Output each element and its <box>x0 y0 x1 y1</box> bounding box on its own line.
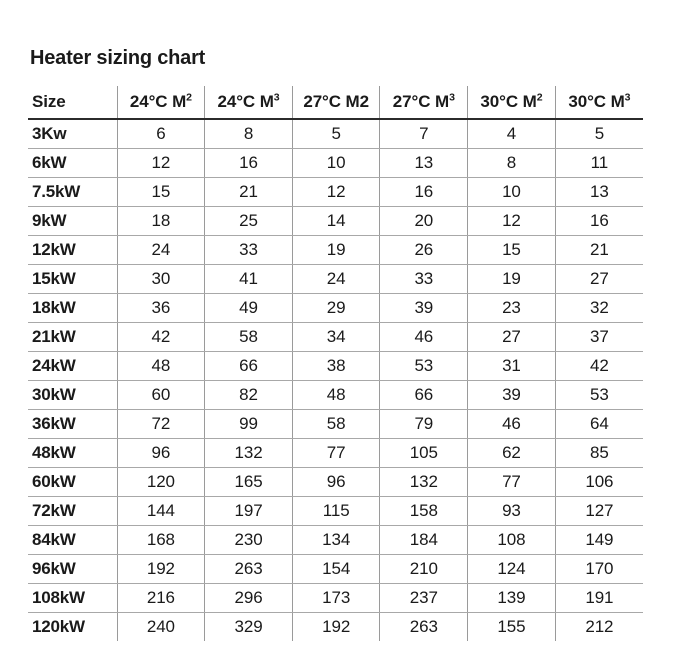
table-cell: 7 <box>380 119 468 149</box>
row-label-size: 120kW <box>28 613 117 642</box>
table-cell: 36 <box>117 294 205 323</box>
table-cell: 27 <box>555 265 643 294</box>
table-cell: 154 <box>292 555 380 584</box>
table-cell: 34 <box>292 323 380 352</box>
table-cell: 16 <box>205 149 293 178</box>
table-row <box>28 178 643 207</box>
table-cell: 33 <box>205 236 293 265</box>
table-container <box>28 86 643 641</box>
table-cell: 13 <box>380 149 468 178</box>
table-cell: 46 <box>380 323 468 352</box>
table-cell: 82 <box>205 381 293 410</box>
table-cell: 42 <box>117 323 205 352</box>
column-header-label: 24°C M <box>129 92 187 111</box>
table-cell: 11 <box>555 149 643 178</box>
table-cell: 72 <box>117 410 205 439</box>
table-cell: 106 <box>555 468 643 497</box>
table-row <box>28 468 643 497</box>
table-cell: 66 <box>380 381 468 410</box>
table-cell: 173 <box>292 584 380 613</box>
row-label-size: 84kW <box>28 526 117 555</box>
table-cell: 48 <box>292 381 380 410</box>
row-label-size: 36kW <box>28 410 117 439</box>
column-header-6 <box>555 86 643 119</box>
column-header-superscript: 2 <box>536 91 543 104</box>
table-row <box>28 294 643 323</box>
column-header-label: 27°C M2 <box>303 92 369 111</box>
row-label-size: 30kW <box>28 381 117 410</box>
header-row <box>28 86 643 119</box>
table-cell: 62 <box>468 439 556 468</box>
row-label-size: 9kW <box>28 207 117 236</box>
table-cell: 21 <box>205 178 293 207</box>
table-cell: 18 <box>117 207 205 236</box>
table-cell: 12 <box>292 178 380 207</box>
table-cell: 5 <box>555 119 643 149</box>
table-cell: 296 <box>205 584 293 613</box>
table-cell: 25 <box>205 207 293 236</box>
table-cell: 15 <box>117 178 205 207</box>
table-cell: 41 <box>205 265 293 294</box>
table-cell: 127 <box>555 497 643 526</box>
table-cell: 24 <box>117 236 205 265</box>
table-cell: 329 <box>205 613 293 642</box>
table-cell: 192 <box>292 613 380 642</box>
table-cell: 19 <box>292 236 380 265</box>
table-cell: 39 <box>468 381 556 410</box>
table-cell: 4 <box>468 119 556 149</box>
table-cell: 124 <box>468 555 556 584</box>
table-cell: 24 <box>292 265 380 294</box>
table-cell: 16 <box>380 178 468 207</box>
table-cell: 12 <box>468 207 556 236</box>
table-body <box>28 119 643 641</box>
row-label-size: 108kW <box>28 584 117 613</box>
column-header-2 <box>205 86 293 119</box>
table-cell: 19 <box>468 265 556 294</box>
column-header-superscript: 3 <box>273 91 280 104</box>
table-cell: 48 <box>117 352 205 381</box>
table-row <box>28 555 643 584</box>
column-header-label: 27°C M <box>392 92 450 111</box>
column-header-size <box>28 86 117 119</box>
table-cell: 212 <box>585 617 614 636</box>
table-cell: 85 <box>555 439 643 468</box>
table-cell: 29 <box>292 294 380 323</box>
table-cell: 149 <box>555 526 643 555</box>
table-cell: 8 <box>205 119 293 149</box>
row-label-size: 48kW <box>28 439 117 468</box>
table-row <box>28 352 643 381</box>
row-label-size: 7.5kW <box>28 178 117 207</box>
table-cell: 32 <box>555 294 643 323</box>
table-cell: 168 <box>117 526 205 555</box>
table-cell: 96 <box>292 468 380 497</box>
table-cell: 79 <box>380 410 468 439</box>
table-cell: 16 <box>555 207 643 236</box>
table-cell: 8 <box>468 149 556 178</box>
table-cell: 37 <box>555 323 643 352</box>
table-cell: 120 <box>117 468 205 497</box>
row-label-size: 24kW <box>28 352 117 381</box>
table-row <box>28 236 643 265</box>
heater-sizing-table <box>28 86 643 641</box>
table-cell: 10 <box>292 149 380 178</box>
table-cell: 170 <box>555 555 643 584</box>
table-row <box>28 584 643 613</box>
table-cell: 105 <box>380 439 468 468</box>
table-row <box>28 410 643 439</box>
table-cell: 38 <box>292 352 380 381</box>
table-cell: 26 <box>380 236 468 265</box>
table-cell: 93 <box>468 497 556 526</box>
table-header <box>28 86 643 119</box>
table-cell: 132 <box>380 468 468 497</box>
column-header-superscript: 2 <box>186 91 192 104</box>
table-cell: 64 <box>555 410 643 439</box>
table-cell: 10 <box>468 178 556 207</box>
table-cell: 115 <box>292 497 380 526</box>
table-row <box>28 323 643 352</box>
table-cell: 66 <box>205 352 293 381</box>
row-label-size: 21kW <box>28 323 117 352</box>
column-header-label: 24°C M <box>217 92 274 111</box>
table-row <box>28 613 643 642</box>
table-row <box>28 526 643 555</box>
table-cell: 31 <box>468 352 556 381</box>
table-cell: 99 <box>205 410 293 439</box>
table-cell: 108 <box>468 526 556 555</box>
table-cell: 53 <box>380 352 468 381</box>
table-cell: 30 <box>117 265 205 294</box>
table-row <box>28 497 643 526</box>
table-cell: 39 <box>380 294 468 323</box>
table-cell: 23 <box>468 294 556 323</box>
row-label-size: 3Kw <box>28 119 117 149</box>
table-cell: 53 <box>555 381 643 410</box>
row-label-size: 96kW <box>28 555 117 584</box>
table-cell: 139 <box>468 584 556 613</box>
table-cell: 5 <box>292 119 380 149</box>
table-cell: 134 <box>292 526 380 555</box>
table-cell: 237 <box>380 584 468 613</box>
row-label-size: 12kW <box>28 236 117 265</box>
table-cell: 20 <box>380 207 468 236</box>
row-label-size: 60kW <box>28 468 117 497</box>
row-label-size: 15kW <box>28 265 117 294</box>
table-cell: 155 <box>468 613 556 642</box>
table-cell: 96 <box>117 439 205 468</box>
table-row <box>28 381 643 410</box>
table-cell: 216 <box>117 584 205 613</box>
table-cell: 165 <box>205 468 293 497</box>
table-row <box>28 265 643 294</box>
table-cell: 184 <box>380 526 468 555</box>
table-cell: 197 <box>205 497 293 526</box>
table-cell: 14 <box>292 207 380 236</box>
column-header-4 <box>380 86 468 119</box>
table-cell: 12 <box>117 149 205 178</box>
column-header-label: 30°C M <box>480 92 537 111</box>
table-cell: 230 <box>205 526 293 555</box>
row-label-size: 6kW <box>28 149 117 178</box>
table-cell: 132 <box>205 439 293 468</box>
table-cell: 33 <box>380 265 468 294</box>
column-header-superscript: 3 <box>449 91 455 104</box>
table-cell: 192 <box>117 555 205 584</box>
table-cell: 13 <box>555 178 643 207</box>
table-cell: 21 <box>555 236 643 265</box>
table-row <box>28 439 643 468</box>
table-cell: 42 <box>555 352 643 381</box>
table-cell: 263 <box>205 555 293 584</box>
column-header-label: 30°C M <box>568 92 625 111</box>
column-header-3 <box>292 86 380 119</box>
table-row <box>28 149 643 178</box>
row-label-size: 72kW <box>28 497 117 526</box>
table-cell: 158 <box>380 497 468 526</box>
table-cell: 15 <box>468 236 556 265</box>
table-cell: 46 <box>468 410 556 439</box>
table-cell: 6 <box>117 119 205 149</box>
table-row <box>28 207 643 236</box>
table-cell: 240 <box>117 613 205 642</box>
table-cell: 77 <box>292 439 380 468</box>
table-row <box>28 119 643 149</box>
column-header-1 <box>117 86 205 119</box>
table-cell: 144 <box>117 497 205 526</box>
table-cell: 60 <box>117 381 205 410</box>
table-cell: 49 <box>205 294 293 323</box>
table-cell: 191 <box>555 584 643 613</box>
row-label-size: 18kW <box>28 294 117 323</box>
table-cell: 58 <box>292 410 380 439</box>
table-cell: 58 <box>205 323 293 352</box>
table-cell: 210 <box>380 555 468 584</box>
column-header-5 <box>468 86 556 119</box>
table-cell: 27 <box>468 323 556 352</box>
column-header-superscript: 3 <box>624 91 631 104</box>
column-header-label: Size <box>32 92 66 111</box>
page-title: Heater sizing chart <box>30 47 206 69</box>
table-cell: 77 <box>468 468 556 497</box>
table-cell: 263 <box>380 613 468 642</box>
